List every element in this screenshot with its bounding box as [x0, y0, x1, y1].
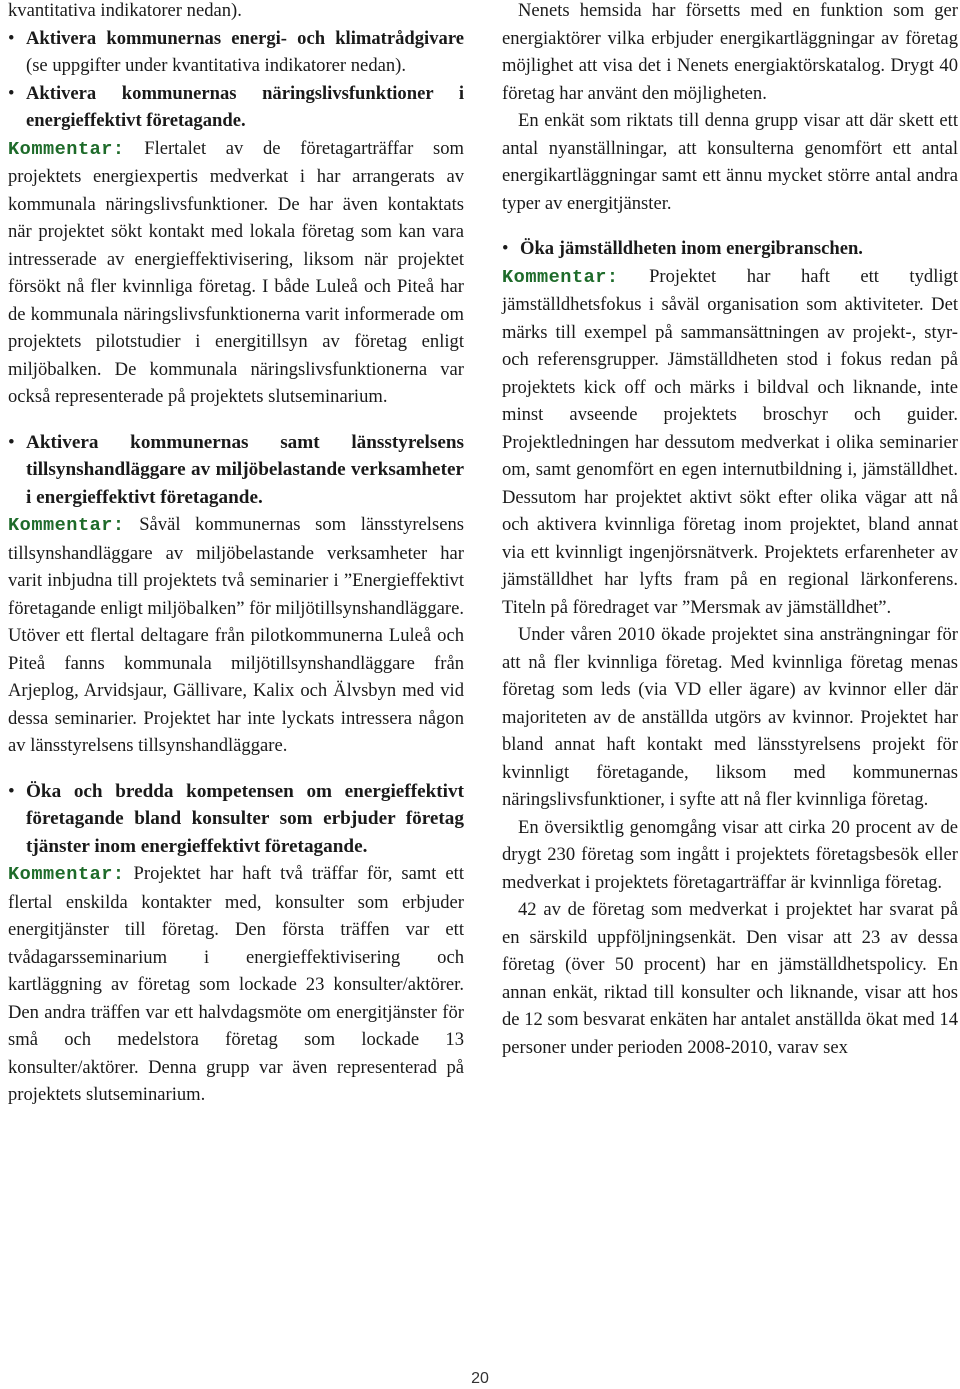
comment-text: Såväl kommunernas som länsstyrelsens tillsynshandläggare av miljöbelastande verksamheter har varit inbjudna till projektets två seminarier i ”Energieffektivt företagande enligt miljöbalken” för miljötillsynshandläggare. Utöver ett flertal deltagare från pilotkommunerna Luleå och Piteå fanns kommunala miljötillsynshandläggare från Arjeplog, Arvidsjaur, Gällivare, Kalix och Älvsbyn med vid dessa seminarier. Projektet har inte lyckats intressera någon av länsstyrelsens tillsynshandläggare.: [8, 514, 464, 756]
bullet-dot: •: [8, 82, 15, 104]
goal-supervisors: [8, 429, 464, 512]
paragraph-follow-up: 42 av de företag som medverkat i projektet har svarat på en särskild uppföljningsenkät. Den visar att 23 av dessa företag (över 50 procent) har en jämställdhetspolicy. En annan enkät, riktad till konsulter och liknande, visar att hos de 12 som besvarat enkäten har antalet anställda ökat med 14 personer under perioden 2008-2010, varav sex: [502, 899, 958, 1058]
page-number: 20: [471, 1370, 489, 1387]
right-column: [502, 0, 958, 1061]
goal-title: Aktivera kommunernas samt länsstyrelsens tillsynshandläggare av miljöbelastande verksamheter i energieffektivt företagande.: [26, 431, 464, 508]
goal-consultants: [8, 778, 464, 861]
goal-business-functions: [8, 80, 464, 135]
comment-business-functions: [8, 135, 464, 411]
kommentar-label: Kommentar:: [502, 266, 619, 288]
goal-title: Aktivera kommunernas energi- och klimatrådgivare: [26, 27, 464, 49]
goal-note: (se uppgifter under kvantitativa indikatorer nedan).: [26, 55, 407, 76]
comment-text: Projektet har haft två träffar för, samt ett flertal enskilda kontakter med, konsulter som erbjuder energitjänster till företag. Den första träffen var ett tvådagarsseminarium i energieffektivisering och kartläggning av företag som lockade 23 konsulter/aktörer. Den andra träffen var ett halvdagsmöte om energitjänster för små och medelstora företag som lockade 13 konsulter/aktörer. Denna grupp var även representerad på projektets slutseminarium.: [8, 863, 464, 1105]
paragraph-overview: En översiktlig genomgång visar att cirka 20 procent av de drygt 230 företag som ingått i projektets företagsbesök eller medverkat i projektets företagarträffar är kvinnliga företag.: [502, 816, 958, 893]
paragraph-spring-2010: Under våren 2010 ökade projektet sina ansträngningar för att nå fler kvinnliga företag. Med kvinnliga företag menas företag som leds (via VD eller ägare) av kvinnor eller där majoriteten av de anställda utgörs av kvinnor. Projektet har bland annat haft kontakt med länsstyrelsens projekt för kvinnligt företagande, liksom med kommunernas näringslivsfunktioner, i syfte att nå fler kvinnliga företag.: [502, 624, 958, 810]
intro-tail: kvantitativa indikatorer nedan).: [8, 0, 242, 21]
comment-text: Flertalet av de företagarträffar som projektets energiexpertis medverkat i har arrangerats av kommunala näringslivsfunktioner. De har även kontaktats när projektet sökt kontakt med lokala företag som kan vara intresserade av energieffektivisering, liksom när projektet försökt nå fler kvinnliga företag. I både Luleå och Piteå har de kommunala näringslivsfunktionerna varit informerade om projektets pilotstudier i energitillsyn av företag enligt miljöbalken. De kommunala näringslivsfunktionerna var också representerade på projektets slutseminarium.: [8, 137, 464, 407]
paragraph-survey: En enkät som riktats till denna grupp visar att där skett ett antal nyanställningar, att konsulterna genomfört ett antal energikartläggningar samt ett ännu mycket större antal andra typer av energitjänster.: [502, 110, 958, 214]
paragraph-energy-catalog: Nenets hemsida har försetts med en funktion som ger energiaktörer vilka erbjuder energikartläggningar av företag möjlighet att visa det i Nenets energiaktörskatalog. Drygt 40 företag har använt den möjligheten.: [502, 0, 958, 104]
kommentar-label: Kommentar:: [8, 138, 125, 160]
comment-text: Projektet har haft ett tydligt jämställdhetsfokus i såväl organisation som aktiviteter. Det märks till exempel på sammansättningen av projekt-, styr- och referensgrupper. Jämställdheten stod i fokus redan på projektets kick off och märks i bildval och liknande, inte minst avseende projektets broschyr och guider. Projektledningen har dessutom medverkat i olika seminarier om, samt genomfört en egen internutbildning i, jämställdhet. Dessutom har projektet aktivt sökt efter olika vägar att nå och aktivera kvinnliga företag inom projektet, bland annat via ett kvinnligt ingenjörsnätverk. Projektets erfarenheter av jämställdhet har lyfts fram på en regional lärkonferens. Titeln på föredraget var ”Mersmak av jämställdhet”.: [502, 265, 958, 618]
kommentar-label: Kommentar:: [8, 515, 125, 536]
goal-title: Öka och bredda kompetensen om energieffektivt företagande bland konsulter som erbjuder företag tjänster inom energieffektivt företagande.: [26, 780, 464, 857]
goal-energy-advisers: [8, 25, 464, 80]
comment-gender-equality: [502, 263, 958, 622]
kommentar-label: Kommentar:: [8, 864, 125, 885]
comment-supervisors: [8, 511, 464, 760]
goal-gender-equality: [502, 235, 958, 263]
comment-consultants: [8, 860, 464, 1109]
left-column: [8, 0, 464, 1109]
goal-title: Öka jämställdheten inom energibranschen.: [520, 238, 863, 259]
bullet-dot: •: [8, 431, 15, 453]
bullet-dot: •: [8, 780, 15, 802]
bullet-dot: •: [8, 27, 15, 49]
goal-title: Aktivera kommunernas näringslivsfunktioner i energieffektivt företagande.: [26, 82, 464, 131]
bullet-dot: •: [502, 238, 509, 259]
